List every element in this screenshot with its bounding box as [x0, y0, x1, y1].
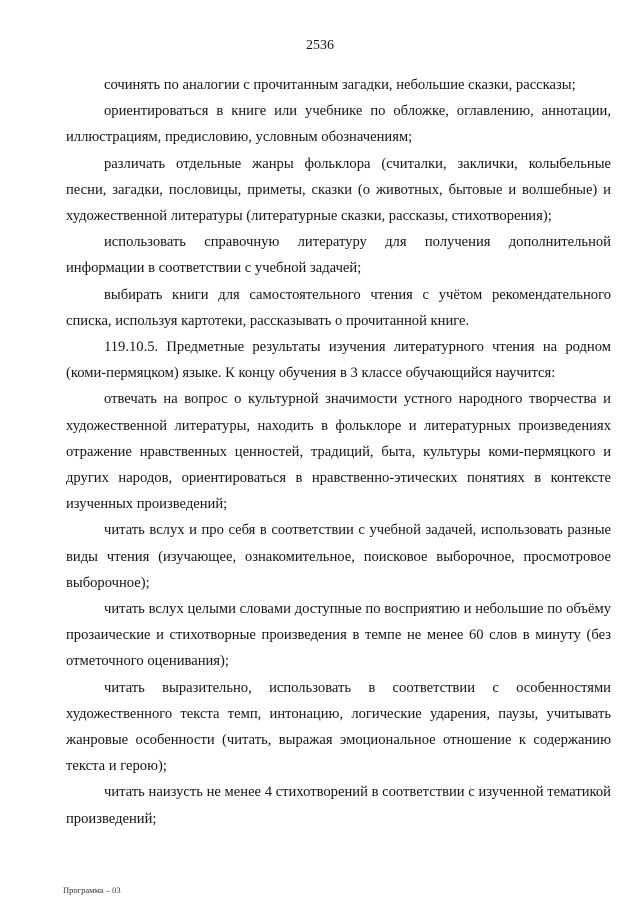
section-paragraph: 119.10.5. Предметные результаты изучения литературного чтения на родном (коми-пермяцком) языке. К концу обучения в 3 классе обучающийся научится:: [66, 339, 611, 382]
paragraph: сочинять по аналогии с прочитанным загадки, небольшие сказки, рассказы;: [104, 77, 576, 93]
paragraph: читать вслух и про себя в соответствии с учебной задачей, использовать разные виды чтения (изучающее, ознакомительное, поисковое выборочное, просмотровое выборочное);: [66, 522, 611, 591]
footer-label: Программа – 03: [63, 885, 121, 895]
paragraph: читать наизусть не менее 4 стихотворений в соответствии с изученной тематикой произведений;: [66, 784, 611, 827]
paragraph: различать отдельные жанры фольклора (считалки, заклички, колыбельные песни, загадки, пословицы, приметы, сказки (о животных, бытовые и волшебные) и художественной литературы (литературные сказки, рассказы, стихотворения);: [66, 155, 611, 225]
page-number: 2536: [306, 38, 334, 53]
paragraph: читать вслух целыми словами доступные по восприятию и небольшие по объёму прозаические и стихотворные произведения в темпе не менее 60 слов в минуту (без отметочного оценивания);: [66, 601, 611, 670]
paragraph: отвечать на вопрос о культурной значимости устного народного творчества и художественной литературы, находить в фольклоре и литературных произведениях отражение нравственных ценностей, традиций, быта, культуры коми-пермяцкого и других народов, ориентироваться в нравственно-этических понятиях в контексте изученных произведений;: [66, 391, 611, 513]
paragraph: использовать справочную литературу для получения дополнительной информации в соответствии с учебной задачей;: [66, 234, 611, 277]
paragraph: ориентироваться в книге или учебнике по обложке, оглавлению, аннотации, иллюстрациям, предисловию, условным обозначениям;: [66, 103, 611, 146]
paragraph: выбирать книги для самостоятельного чтения с учётом рекомендательного списка, используя картотеки, рассказывать о прочитанной книге.: [66, 286, 611, 329]
body-text: [66, 72, 611, 832]
paragraph: читать выразительно, использовать в соответствии с особенностями художественного текста темп, интонацию, логические ударения, паузы, учитывать жанровые особенности (читать, выражая эмоциональное отношение к содержанию текста и герою);: [66, 679, 611, 775]
